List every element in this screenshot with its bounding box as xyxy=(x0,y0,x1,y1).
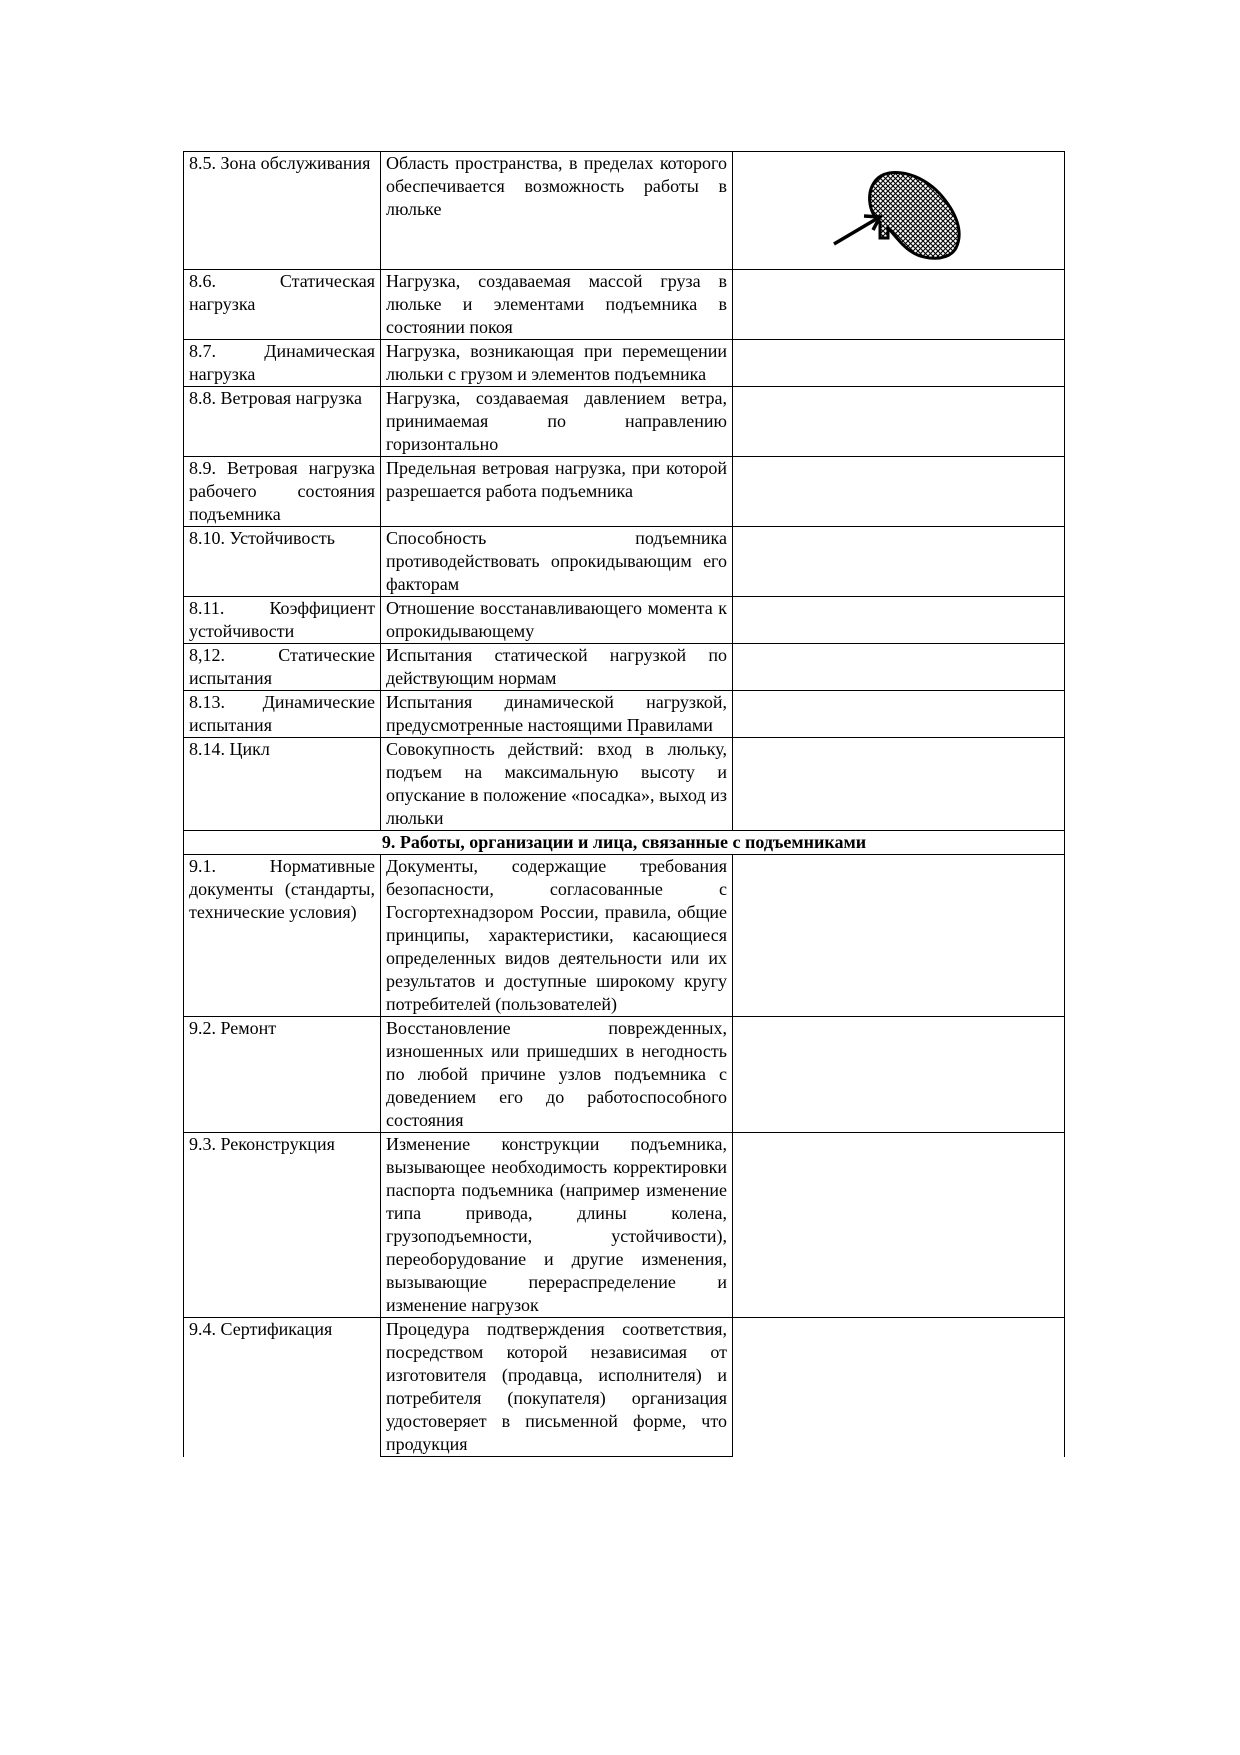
term-cell: 8.14. Цикл xyxy=(184,738,381,831)
table-row xyxy=(184,387,1065,457)
definition-cell: Восстановление поврежденных, изношенных или пришедших в негодность по любой причине узлов подъемника с доведением его до работоспособного состояния xyxy=(381,1017,733,1133)
term-cell: 8.13. Динамические испытания xyxy=(184,691,381,738)
definition-cell: Отношение восстанавливающего момента к опрокидывающему xyxy=(381,597,733,644)
table-row xyxy=(184,1017,1065,1133)
term-cell: 9.2. Ремонт xyxy=(184,1017,381,1133)
term-cell: 9.1. Нормативные документы (стандарты, технические условия) xyxy=(184,855,381,1017)
term-cell: 8.7. Динамическая нагрузка xyxy=(184,340,381,387)
term-cell: 8.8. Ветровая нагрузка xyxy=(184,387,381,457)
definition-cell: Процедура подтверждения соответствия, посредством которой независимая от изготовителя (продавца, исполнителя) и потребителя (покупателя) организация удостоверяет в письменной форме, что продукция xyxy=(381,1318,733,1457)
definition-cell: Предельная ветровая нагрузка, при которой разрешается работа подъемника xyxy=(381,457,733,527)
definition-cell: Нагрузка, создаваемая давлением ветра, принимаемая по направлению горизонтально xyxy=(381,387,733,457)
empty-cell xyxy=(733,597,1065,644)
term-cell: 8.11. Коэффициент устойчивости xyxy=(184,597,381,644)
table-row xyxy=(184,738,1065,831)
empty-cell xyxy=(733,1318,1065,1457)
empty-cell xyxy=(733,738,1065,831)
empty-cell xyxy=(733,1133,1065,1318)
table-row xyxy=(184,855,1065,1017)
term-cell: 8.6. Статическая нагрузка xyxy=(184,270,381,340)
empty-cell xyxy=(733,1017,1065,1133)
empty-cell xyxy=(733,691,1065,738)
empty-cell xyxy=(733,457,1065,527)
term-cell: 8.9. Ветровая нагрузка рабочего состояния подъемника xyxy=(184,457,381,527)
definition-cell: Изменение конструкции подъемника, вызывающее необходимость корректировки паспорта подъемника (например изменение типа привода, длины колена, грузоподъемности, устойчивости), переоборудование и другие изменения, вызывающие перераспределение и изменение нагрузок xyxy=(381,1133,733,1318)
service-zone-figure-icon xyxy=(828,166,978,266)
table-row xyxy=(184,1133,1065,1318)
definition-cell: Способность подъемника противодействовать опрокидывающим его факторам xyxy=(381,527,733,597)
empty-cell xyxy=(733,387,1065,457)
definition-cell: Область пространства, в пределах которого обеспечивается возможность работы в люльке xyxy=(381,152,733,270)
empty-cell xyxy=(733,527,1065,597)
terms-table xyxy=(183,151,1065,1457)
table-row xyxy=(184,270,1065,340)
empty-cell xyxy=(733,855,1065,1017)
term-cell: 8,12. Статические испытания xyxy=(184,644,381,691)
term-cell: 8.10. Устойчивость xyxy=(184,527,381,597)
table-row xyxy=(184,457,1065,527)
definition-cell: Нагрузка, создаваемая массой груза в люльке и элементами подъемника в состоянии покоя xyxy=(381,270,733,340)
definition-cell: Совокупность действий: вход в люльку, подъем на максимальную высоту и опускание в положение «посадка», выход из люльки xyxy=(381,738,733,831)
term-cell: 8.5. Зона обслуживания xyxy=(184,152,381,270)
section-heading: 9. Работы, организации и лица, связанные с подъемниками xyxy=(184,831,1065,855)
term-cell: 9.3. Реконструкция xyxy=(184,1133,381,1318)
term-cell: 9.4. Сертификация xyxy=(184,1318,381,1457)
table-row xyxy=(184,340,1065,387)
definition-cell: Документы, содержащие требования безопасности, согласованные с Госгортехнадзором России, правила, общие принципы, характеристики, касающиеся определенных видов деятельности или их результатов и доступные широкому кругу потребителей (пользователей) xyxy=(381,855,733,1017)
empty-cell xyxy=(733,644,1065,691)
table-row xyxy=(184,597,1065,644)
definition-cell: Испытания динамической нагрузкой, предусмотренные настоящими Правилами xyxy=(381,691,733,738)
section-heading-row xyxy=(184,831,1065,855)
table-row xyxy=(184,527,1065,597)
empty-cell xyxy=(733,340,1065,387)
figure-cell xyxy=(733,152,1065,270)
table-row xyxy=(184,644,1065,691)
definition-cell: Нагрузка, возникающая при перемещении люльки с грузом и элементов подъемника xyxy=(381,340,733,387)
table-row xyxy=(184,691,1065,738)
empty-cell xyxy=(733,270,1065,340)
table-row xyxy=(184,1318,1065,1457)
definition-cell: Испытания статической нагрузкой по действующим нормам xyxy=(381,644,733,691)
table-row xyxy=(184,152,1065,270)
